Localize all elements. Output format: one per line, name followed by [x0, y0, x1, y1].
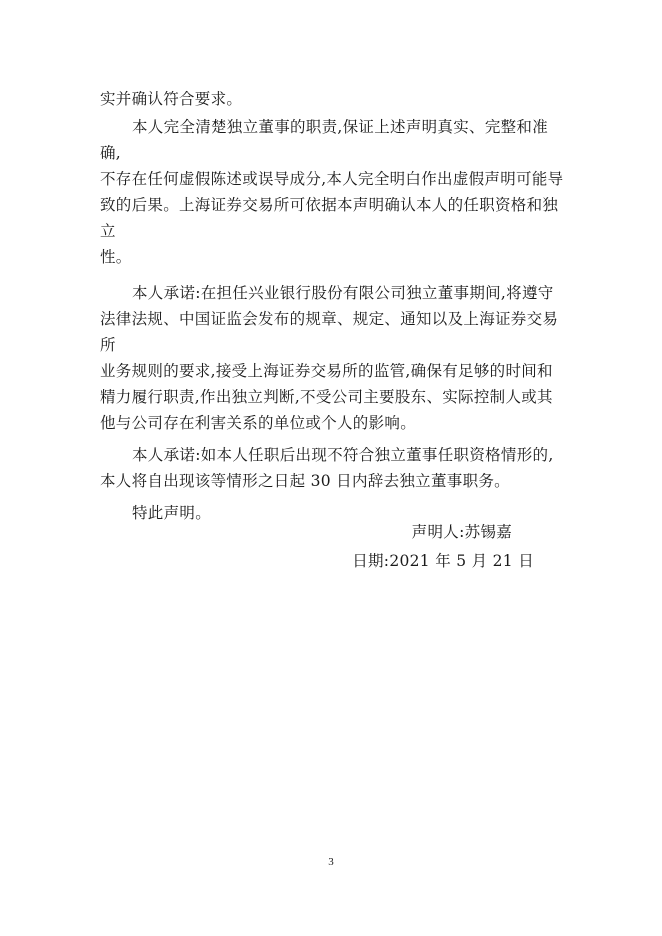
- text-line: 本人承诺:如本人任职后出现不符合独立董事任职资格情形的,: [132, 446, 554, 464]
- text-line: 致的后果。上海证券交易所可依据本声明确认本人的任职资格和独立: [100, 196, 559, 240]
- paragraph-commitment-1: [100, 280, 564, 436]
- text-line: 本人承诺:在担任兴业银行股份有限公司独立董事期间,将遵守: [132, 284, 554, 302]
- page-number: 3: [328, 856, 334, 868]
- text-line: 本人将自出现该等情形之日起 30 日内辞去独立董事职务。: [100, 472, 510, 490]
- text-line: 不存在任何虚假陈述或误导成分,本人完全明白作出虚假声明可能导: [100, 170, 564, 188]
- text-line: 业务规则的要求,接受上海证券交易所的监管,确保有足够的时间和: [100, 362, 553, 380]
- declarant-name: 声明人:苏锡嘉: [411, 523, 512, 541]
- paragraph-continuation: [100, 86, 564, 112]
- text-line: 本人完全清楚独立董事的职责,保证上述声明真实、完整和准确,: [100, 118, 549, 162]
- text-line: 精力履行职责,作出独立判断,不受公司主要股东、实际控制人或其: [100, 388, 553, 406]
- paragraph-responsibility: [100, 114, 564, 270]
- text-line: 性。: [100, 248, 132, 266]
- text-line: 特此声明。: [132, 504, 212, 522]
- paragraph-commitment-2: [100, 442, 564, 494]
- text-line: 他与公司存在利害关系的单位或个人的影响。: [100, 414, 417, 432]
- declaration-date: 日期:2021 年 5 月 21 日: [352, 552, 534, 570]
- text-line: 实并确认符合要求。: [100, 90, 243, 108]
- declaration-body: [100, 86, 564, 526]
- text-line: 法律法规、中国证监会发布的规章、规定、通知以及上海证券交易所: [100, 310, 559, 354]
